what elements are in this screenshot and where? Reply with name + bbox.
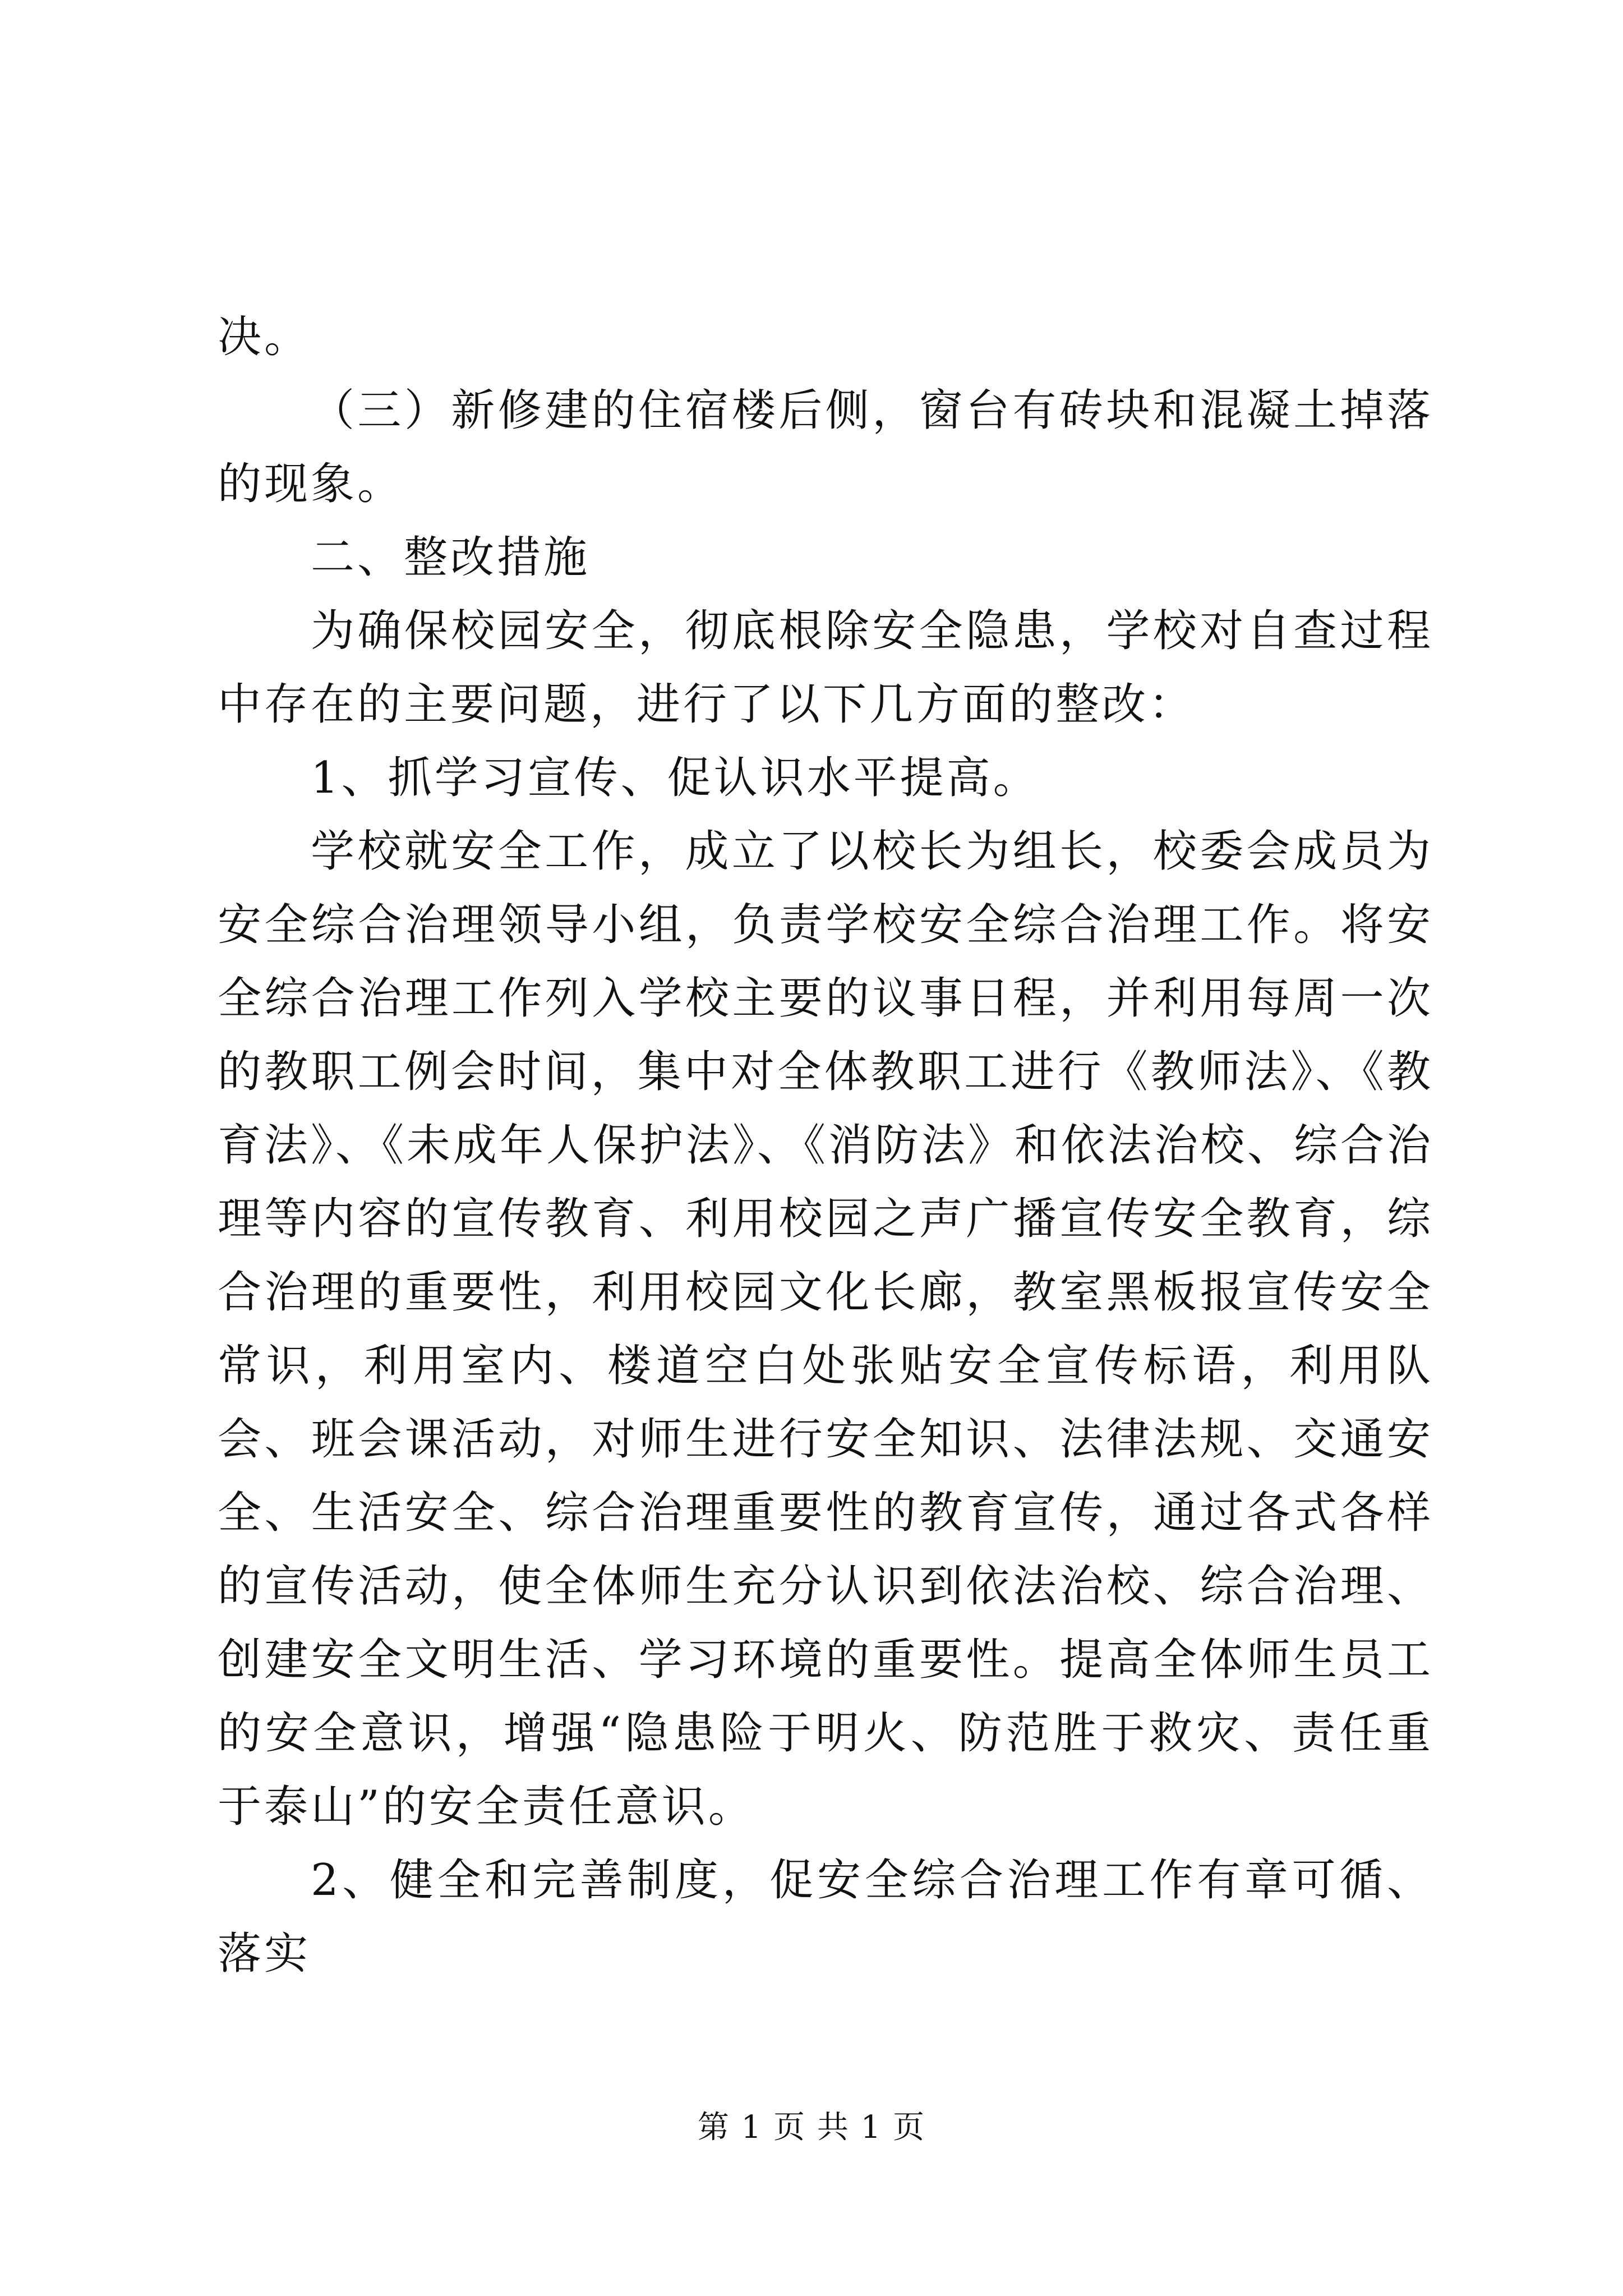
document-body (218, 301, 1433, 1991)
subheading-item-one: 1、抓学习宣传、促认识水平提高。 (311, 753, 1040, 803)
paragraph-continuation: 决。 (218, 312, 311, 362)
page-footer (0, 2108, 1623, 2147)
section-heading-rectification: 二、整改措施 (311, 532, 591, 583)
paragraph-issue-three: （三）新修建的住宿楼后侧，窗台有砖块和混凝土掉落的现象。 (218, 385, 1433, 509)
paragraph-rectification-intro: 为确保校园安全，彻底根除安全隐患，学校对自查过程中存在的主要问题，进行了以下几方面的整改： (218, 606, 1433, 730)
subheading-item-two: 2、健全和完善制度，促安全综合治理工作有章可循、落实 (218, 1855, 1433, 1979)
paragraph-item-one-detail: 学校就安全工作，成立了以校长为组长，校委会成员为安全综合治理领导小组，负责学校安全综合治理工作。将安全综合治理工作列入学校主要的议事日程，并利用每周一次的教职工例会时间，集中对全体教职工进行《教师法》、《教育法》、《未成年人保护法》、《消防法》和依法治校、综合治理等内容的宣传教育、利用校园之声广播宣传安全教育，综合治理的重要性，利用校园文化长廊，教室黑板报宣传安全常识，利用室内、楼道空白处张贴安全宣传标语，利用队会、班会课活动，对师生进行安全知识、法律法规、交通安全、生活安全、综合治理重要性的教育宣传，通过各式各样的宣传活动，使全体师生充分认识到依法治校、综合治理、创建安全文明生活、学习环境的重要性。提高全体师生员工的安全意识，增强“隐患险于明火、防范胜于救灾、责任重于泰山”的安全责任意识。 (218, 826, 1434, 1832)
page-number-label: 第 1 页 共 1 页 (697, 2109, 926, 2146)
